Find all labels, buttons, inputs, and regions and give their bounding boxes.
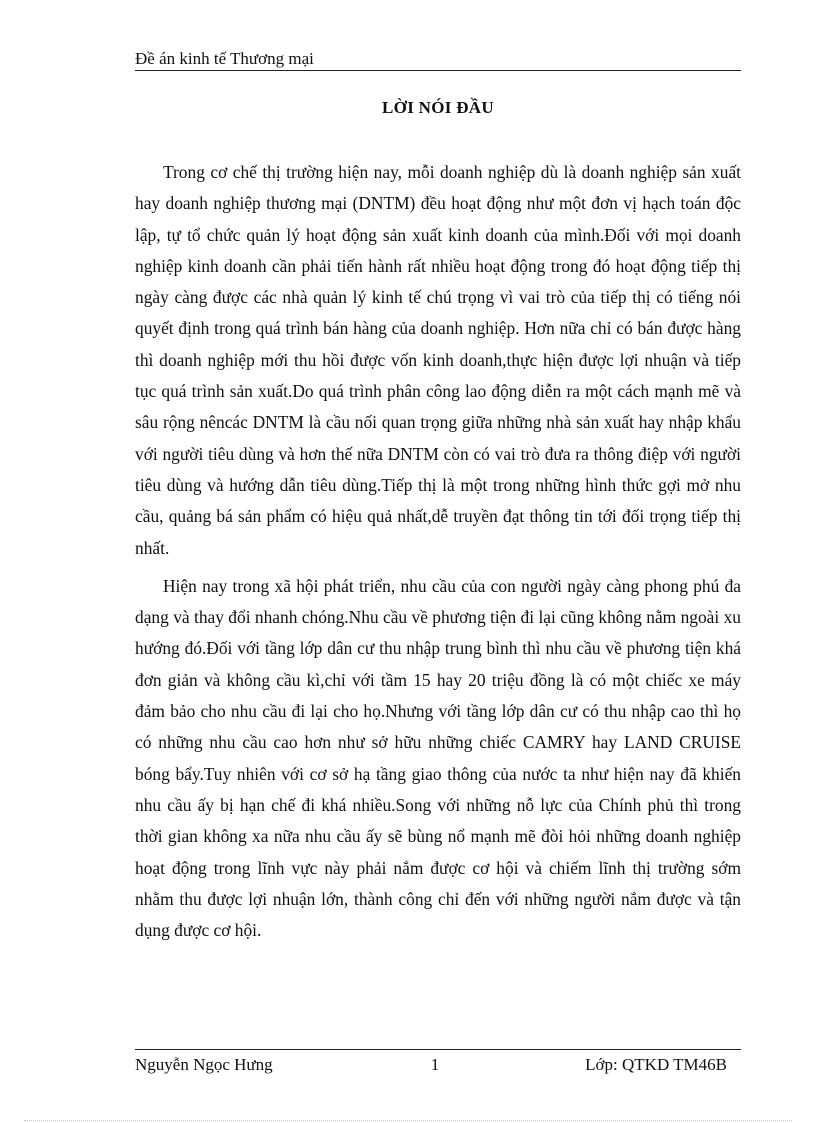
footer-class: Lớp: QTKD TM46B: [585, 1055, 727, 1074]
paragraph-2: Hiện nay trong xã hội phát triển, nhu cầu của con người ngày càng phong phú đa dạng và thay đổi nhanh chóng.Nhu cầu về phương tiện đi lại cũng không nằm ngoài xu hướng đó.Đối với tầng lớp dân cư thu nhập trung bình thì nhu cầu về phương tiện khá đơn giản và không cầu kì,chỉ với tầm 15 hay 20 triệu đồng là có một chiếc xe máy đảm bảo cho nhu cầu đi lại cho họ.Nhưng với tầng lớp dân cư có thu nhập cao thì họ có những nhu cầu cao hơn như sở hữu những chiếc CAMRY hay LAND CRUISE bóng bẩy.Tuy nhiên với cơ sở hạ tầng giao thông của nước ta như hiện nay đã khiến nhu cầu ấy bị hạn chế đi khá nhiều.Song với những nỗ lực của Chính phủ thì trong thời gian không xa nữa nhu cầu ấy sẽ bùng nổ mạnh mẽ đòi hỏi những doanh nghiệp hoạt động trong lĩnh vực này phải nắm được cơ hội và chiếm lĩnh thị trường sớm nhằm thu được lợi nhuận lớn, thành công chỉ đến với những người nắm được và tận dụng được cơ hội.: [135, 575, 741, 941]
page-edge-divider: [24, 1120, 792, 1121]
paragraph-1: Trong cơ chế thị trường hiện nay, mỗi doanh nghiệp dù là doanh nghiệp sản xuất hay doanh nghiệp thương mại (DNTM) đều hoạt động như một đơn vị hạch toán độc lập, tự tổ chức quản lý hoạt động sản xuất kinh doanh của mình.Đối với mọi doanh nghiệp kinh doanh cần phải tiến hành rất nhiều hoạt động trong đó hoạt động tiếp thị ngày càng được các nhà quản lý kinh tế chú trọng vì vai trò của tiếp thị có tiếng nói quyết định trong quá trình bán hàng của doanh nghiệp. Hơn nữa chỉ có bán được hàng thì doanh nghiệp mới thu hồi được vốn kinh doanh,thực hiện được lợi nhuận và tiếp tục quá trình sản xuất.Do quá trình phân công lao động diễn ra một cách mạnh mẽ và sâu rộng nêncác DNTM là cầu nối quan trọng giữa những nhà sản xuất hay nhập khẩu với người tiêu dùng và hơn thế nữa DNTM còn có vai trò đưa ra thông điệp với người tiêu dùng và hướng dẫn tiêu dùng.Tiếp thị là một trong những hình thức gợi mở nhu cầu, quảng bá sản phẩm có hiệu quả nhất,dễ truyền đạt thông tin tới đối trọng tiếp thị nhất.: [135, 162, 741, 558]
page-number: 1: [430, 1055, 440, 1074]
running-header: Đề án kinh tế Thương mại: [135, 49, 314, 68]
running-footer: [135, 1054, 741, 1078]
document-body: [135, 157, 741, 946]
header-divider: [135, 70, 741, 71]
footer-divider: [135, 1049, 741, 1050]
footer-author: Nguyễn Ngọc Hưng: [135, 1055, 273, 1074]
section-heading: LỜI NÓI ĐẦU: [382, 98, 494, 117]
